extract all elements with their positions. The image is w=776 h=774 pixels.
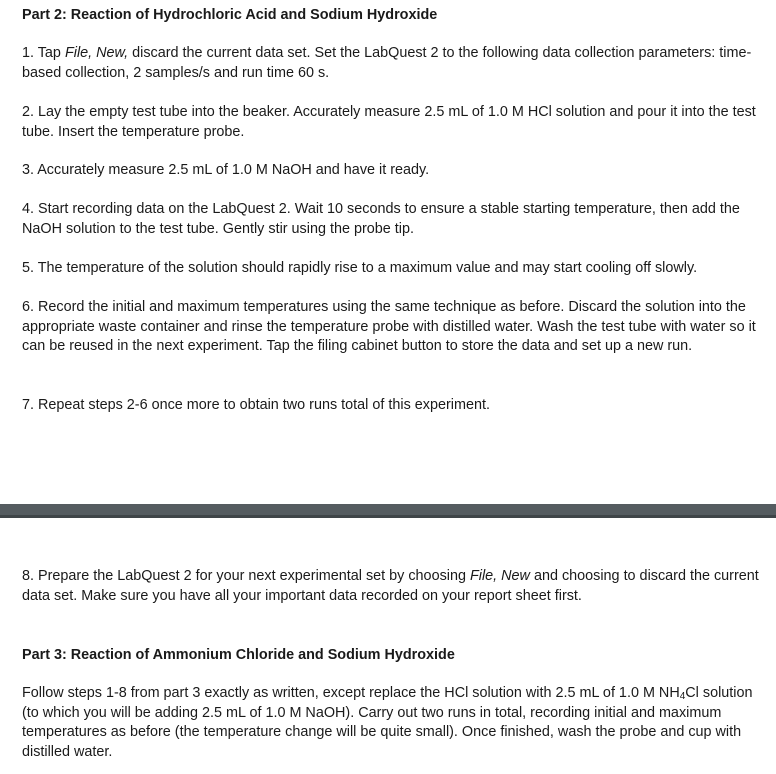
step-8-text-a: 8. Prepare the LabQuest 2 for your next experimental set by choosing [22,568,470,584]
step-8-text-b: and choosing to discard the current data set. Make sure you have all your important data recorded on your report sheet first. [22,568,759,604]
step-8-menu-path: File, New [469,568,530,584]
step-1 [22,44,762,83]
step-6: 6. Record the initial and maximum temperatures using the same technique as before. Discard the solution into the appropriate waste container and rinse the temperature probe with distilled water. Wash the test tube with water so it can be reused in the next experiment. Tap the filing cabinet button to store the data and set up a new run. [22,299,756,355]
part2-heading: Part 2: Reaction of Hydrochloric Acid and Sodium Hydroxide [22,7,438,23]
part3-body [22,684,762,762]
step-1-text-b: discard the current data set. Set the LabQuest 2 to the following data collection parameters: time-based collection, 2 samples/s and run time 60 s. [22,45,752,81]
step-5: 5. The temperature of the solution should rapidly rise to a maximum value and may start cooling off slowly. [22,260,698,276]
document-page-2 [0,518,776,774]
step-1-text-a: 1. Tap [22,45,65,61]
step-1-menu-path: File, New, [64,45,129,61]
part3-body-text-a: Follow steps 1-8 from part 3 exactly as written, except replace the HCl solution with 2.5 mL of 1.0 M NH [22,685,680,701]
step-3: 3. Accurately measure 2.5 mL of 1.0 M NaOH and have it ready. [22,162,430,178]
step-8 [22,567,762,606]
part3-body-text-b: Cl solution (to which you will be adding 2.5 mL of 1.0 M NaOH). Carry out two runs in total, recording initial and maximum temperatures as before (the temperature change will be quite small). Once finished, wash the probe and cup with distilled water. [22,685,753,760]
part3-heading: Part 3: Reaction of Ammonium Chloride and Sodium Hydroxide [22,647,455,663]
step-7: 7. Repeat steps 2-6 once more to obtain two runs total of this experiment. [22,397,490,413]
page-separator [0,504,776,518]
step-2: 2. Lay the empty test tube into the beaker. Accurately measure 2.5 mL of 1.0 M HCl solution and pour it into the test tube. Insert the temperature probe. [22,104,756,140]
step-4: 4. Start recording data on the LabQuest 2. Wait 10 seconds to ensure a stable starting temperature, then add the NaOH solution to the test tube. Gently stir using the probe tip. [22,201,740,237]
part3-body-subscript: 4 [679,691,686,702]
